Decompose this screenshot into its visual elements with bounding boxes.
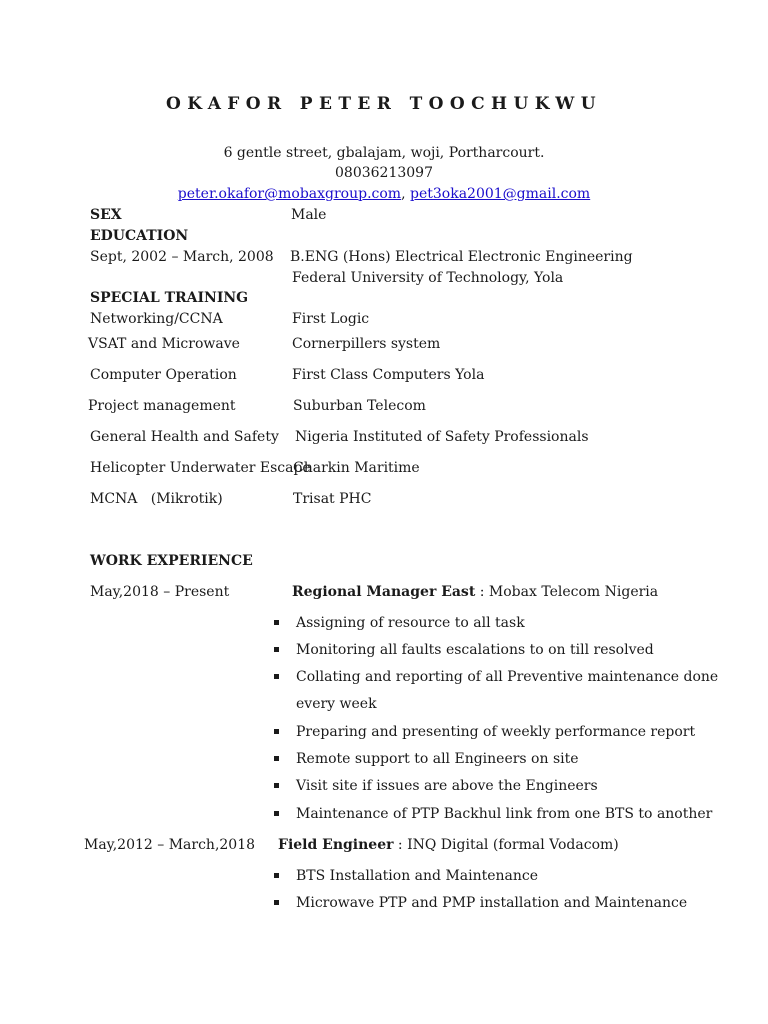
email-link-personal[interactable]: pet3oka2001@gmail.com xyxy=(410,186,591,202)
training-course: Computer Operation xyxy=(90,367,237,383)
training-provider: First Logic xyxy=(292,311,370,327)
training-provider: Trisat PHC xyxy=(293,491,372,507)
education-school: Federal University of Technology, Yola xyxy=(292,270,564,286)
phone-number: 08036213097 xyxy=(335,165,433,181)
bullet-icon xyxy=(274,674,279,679)
email-separator: , xyxy=(401,186,406,202)
bullet-icon xyxy=(274,729,279,734)
job-company: : INQ Digital (formal Vodacom) xyxy=(393,837,619,853)
bullet-icon xyxy=(274,647,279,652)
training-provider: First Class Computers Yola xyxy=(292,367,485,383)
bullet-icon xyxy=(274,873,279,878)
duty-item: Monitoring all faults escalations to on till resolved xyxy=(296,642,654,658)
bullet-icon xyxy=(274,620,279,625)
training-provider: Suburban Telecom xyxy=(293,398,426,414)
training-provider: Nigeria Instituted of Safety Professionals xyxy=(295,429,589,445)
education-degree: B.ENG (Hons) Electrical Electronic Engineering xyxy=(290,249,633,265)
email-line xyxy=(0,187,768,201)
bullet-icon xyxy=(274,811,279,816)
job-heading xyxy=(278,838,619,852)
training-course: Project management xyxy=(88,398,236,414)
bullet-icon xyxy=(274,756,279,761)
job-title: Regional Manager East xyxy=(292,584,476,600)
training-course: VSAT and Microwave xyxy=(88,336,240,352)
candidate-name: OKAFOR PETER TOOCHUKWU xyxy=(166,94,602,114)
special-training-heading: SPECIAL TRAINING xyxy=(90,290,249,306)
duty-item: Collating and reporting of all Preventive maintenance done xyxy=(296,669,719,685)
education-period: Sept, 2002 – March, 2008 xyxy=(90,249,274,265)
work-experience-heading: WORK EXPERIENCE xyxy=(90,553,253,569)
duty-item-continuation: every week xyxy=(296,696,377,712)
bullet-icon xyxy=(274,783,279,788)
training-provider: Cornerpillers system xyxy=(292,336,441,352)
job-title: Field Engineer xyxy=(278,837,394,853)
duty-item: Remote support to all Engineers on site xyxy=(296,751,579,767)
training-course: MCNA (Mikrotik) xyxy=(90,491,223,507)
duty-item: Visit site if issues are above the Engineers xyxy=(296,778,598,794)
job-period: May,2012 – March,2018 xyxy=(84,837,256,853)
bullet-icon xyxy=(274,900,279,905)
training-course: Networking/CCNA xyxy=(90,311,223,327)
duty-item: Microwave PTP and PMP installation and Maintenance xyxy=(296,895,688,911)
training-provider: Charkin Maritime xyxy=(293,460,420,476)
training-course: Helicopter Underwater Escape xyxy=(90,460,311,476)
job-period: May,2018 – Present xyxy=(90,584,230,600)
job-heading xyxy=(292,585,658,599)
sex-value: Male xyxy=(291,207,327,223)
sex-label: SEX xyxy=(90,207,122,223)
job-company: : Mobax Telecom Nigeria xyxy=(475,584,659,600)
training-course: General Health and Safety xyxy=(90,429,279,445)
email-link-work[interactable]: peter.okafor@mobaxgroup.com xyxy=(177,186,402,202)
education-heading: EDUCATION xyxy=(90,228,189,244)
address: 6 gentle street, gbalajam, woji, Portharcourt. xyxy=(223,145,545,161)
duty-item: Assigning of resource to all task xyxy=(296,615,525,631)
duty-item: Maintenance of PTP Backhul link from one BTS to another xyxy=(296,806,713,822)
duty-item: Preparing and presenting of weekly performance report xyxy=(296,724,696,740)
duty-item: BTS Installation and Maintenance xyxy=(296,868,539,884)
